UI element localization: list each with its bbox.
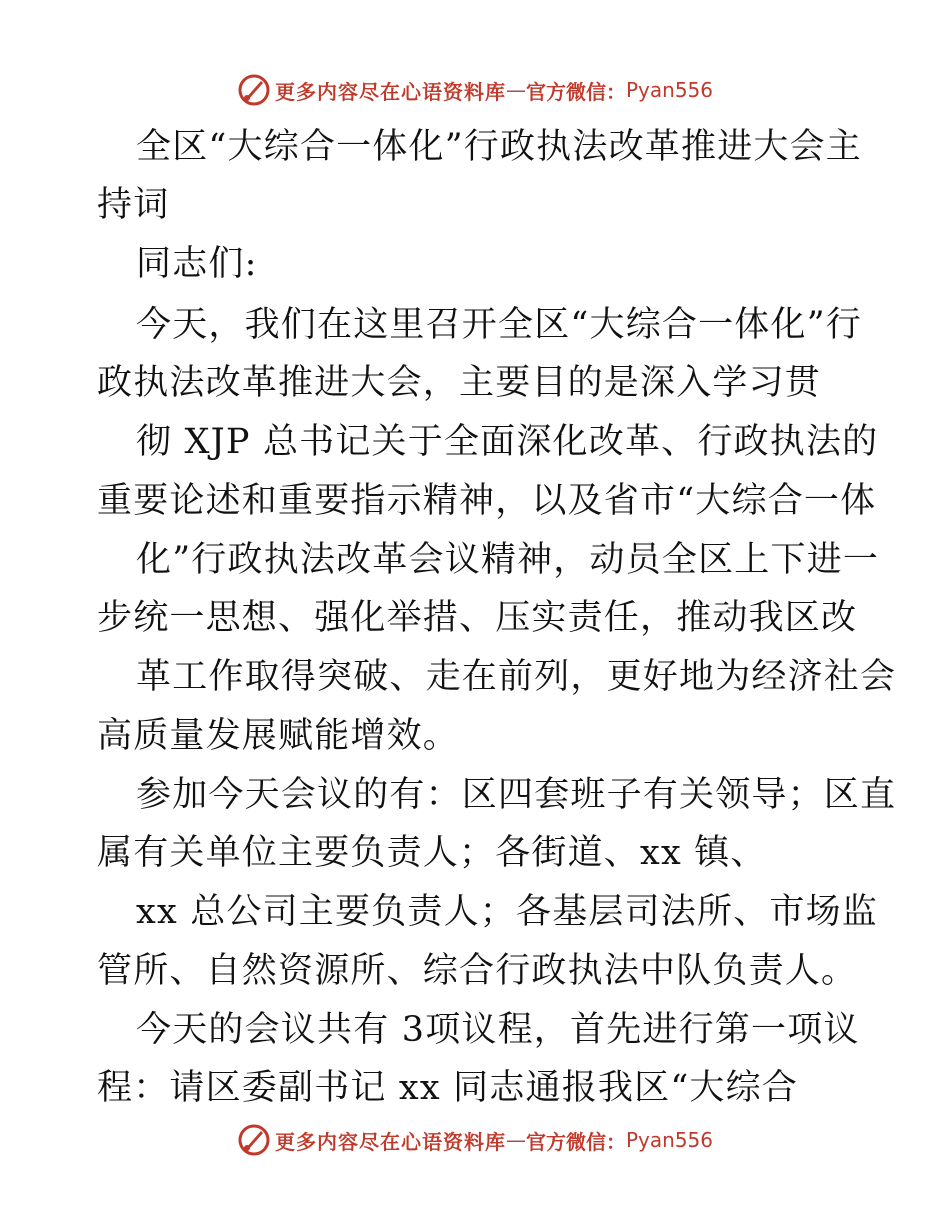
watermark-account: Pyan556 — [625, 1128, 713, 1152]
body-line: 程：请区委副书记 xx 同志通报我区“大综合 — [97, 1068, 799, 1108]
body-line: 今天，我们在这里召开全区“大综合一体化”行 — [136, 305, 862, 345]
footer-watermark — [0, 1120, 950, 1160]
document-title-line-2: 持词 — [97, 185, 170, 225]
watermark-dash: — — [505, 1128, 526, 1152]
quill-seal-icon — [237, 1123, 271, 1157]
quill-seal-icon — [237, 73, 271, 107]
body-line: 步统一思想、强化举措、压实责任，推动我区改 — [97, 598, 858, 638]
body-line: 管所、自然资源所、综合行政执法中队负责人。 — [97, 951, 858, 991]
watermark-dash: — — [505, 78, 526, 102]
document-title-line-1: 全区“大综合一体化”行政执法改革推进大会主 — [136, 127, 862, 167]
watermark-brand: 更多内容尽在心语资料库 — [274, 1129, 506, 1154]
watermark-wechat-label: 官方微信： — [525, 79, 626, 104]
body-line: 政执法改革推进大会，主要目的是深入学习贯 — [97, 363, 822, 403]
header-watermark — [0, 70, 950, 110]
body-line: 参加今天会议的有：区四套班子有关领导；区直 — [136, 775, 897, 815]
watermark-brand: 更多内容尽在心语资料库 — [274, 79, 506, 104]
body-line: 重要论述和重要指示精神，以及省市“大综合一体 — [97, 481, 877, 521]
body-line: 化”行政执法改革会议精神，动员全区上下进一 — [136, 540, 880, 580]
body-line: 今天的会议共有 3项议程，首先进行第一项议 — [136, 1010, 860, 1050]
body-line: 革工作取得突破、走在前列，更好地为经济社会 — [136, 657, 897, 697]
watermark-account: Pyan556 — [625, 78, 713, 102]
body-line: xx 总公司主要负责人；各基层司法所、市场监 — [136, 892, 879, 932]
watermark-wechat-label: 官方微信： — [525, 1129, 626, 1154]
body-line: 同志们: — [136, 244, 258, 284]
body-line: 属有关单位主要负责人；各街道、xx 镇、 — [97, 833, 767, 873]
body-line: 高质量发展赋能增效。 — [97, 716, 460, 756]
body-line: 彻 XJP 总书记关于全面深化改革、行政执法的 — [136, 422, 879, 462]
